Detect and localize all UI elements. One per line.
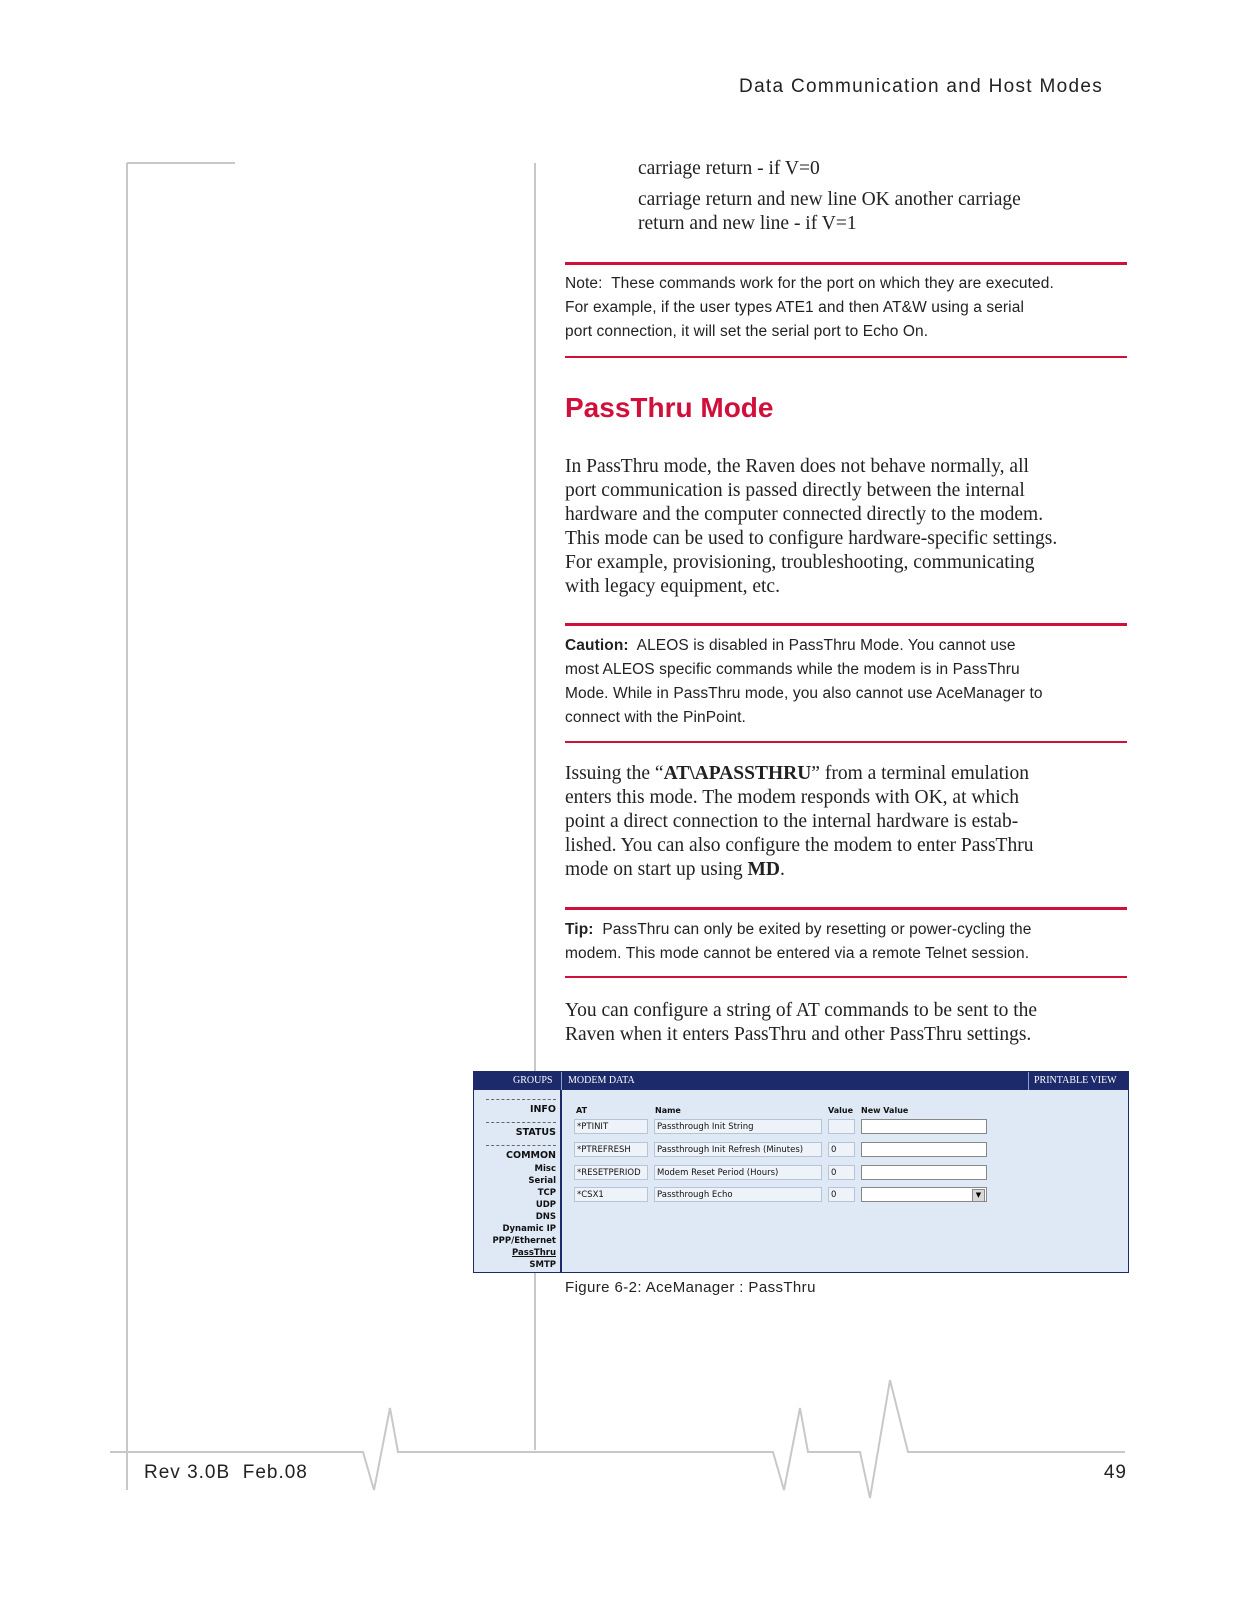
p2-command: AT\APASSTHRU — [663, 763, 812, 784]
current-value-field — [828, 1119, 855, 1134]
sidebar-group-status[interactable]: STATUS — [515, 1127, 556, 1138]
at-command-field: *RESETPERIOD — [574, 1165, 648, 1180]
setting-name-field: Modem Reset Period (Hours) — [654, 1165, 822, 1180]
paragraph-2 — [565, 762, 1135, 882]
note-line-3: port connection, it will set the serial port to Echo On. — [565, 323, 929, 340]
p1-line: This mode can be used to configure hardware-specific settings. — [565, 528, 1058, 549]
acemanager-screenshot — [473, 1071, 1129, 1273]
p2-line: enters this mode. The modem responds with OK, at which — [565, 787, 1020, 808]
caution-top-rule — [565, 623, 1127, 626]
sidebar-item-tcp[interactable]: TCP — [537, 1188, 556, 1198]
p2-md: MD — [747, 859, 781, 880]
paragraph-1 — [565, 455, 1135, 599]
p2-text: . — [780, 859, 785, 880]
p2-line: lished. You can also configure the modem to enter PassThru — [565, 835, 1034, 856]
dropdown-arrow-icon[interactable]: ▼ — [972, 1189, 985, 1202]
current-value-field: 0 — [828, 1142, 855, 1157]
at-command-field: *PTINIT — [574, 1119, 648, 1134]
tip-bottom-rule — [565, 976, 1127, 978]
page-number: 49 — [1103, 1462, 1127, 1483]
topbar-separator — [1028, 1072, 1029, 1090]
figure-caption: Figure 6-2: AceManager : PassThru — [565, 1279, 816, 1296]
p3-line: Raven when it enters PassThru and other PassThru settings. — [565, 1024, 1032, 1045]
p1-line: port communication is passed directly between the internal — [565, 480, 1025, 501]
sidebar-item-ppp-ethernet[interactable]: PPP/Ethernet — [492, 1236, 556, 1246]
printable-view-link[interactable]: PRINTABLE VIEW — [1034, 1075, 1117, 1086]
footer-revision: Rev 3.0B Feb.08 — [144, 1462, 308, 1483]
p1-line: hardware and the computer connected directly to the modem. — [565, 504, 1044, 525]
sidebar-group-common[interactable]: COMMON — [506, 1150, 556, 1161]
new-value-input[interactable] — [861, 1165, 987, 1180]
note-label: Note: — [565, 275, 603, 292]
sidebar-item-udp[interactable]: UDP — [535, 1200, 556, 1210]
tip-block — [565, 918, 1135, 966]
p2-text: Issuing the “ — [565, 763, 664, 784]
note-line-2: For example, if the user types ATE1 and then AT&W using a serial — [565, 299, 1024, 316]
caution-bottom-rule — [565, 741, 1127, 743]
caution-line-2: most ALEOS specific commands while the modem is in PassThru — [565, 661, 1020, 678]
p1-line: For example, provisioning, troubleshooting, communicating — [565, 552, 1035, 573]
new-value-dropdown[interactable] — [861, 1187, 987, 1202]
sidebar-item-passthru[interactable]: PassThru — [512, 1248, 556, 1258]
note-bottom-rule — [565, 356, 1127, 358]
divider — [486, 1099, 556, 1100]
top-line-2: carriage return and new line OK another carriage — [638, 189, 1021, 210]
tip-label: Tip: — [565, 921, 594, 938]
section-title: PassThru Mode — [565, 392, 774, 423]
column-header-name: Name — [655, 1106, 681, 1115]
new-value-input[interactable] — [861, 1119, 987, 1134]
caution-line-4: connect with the PinPoint. — [565, 709, 746, 726]
sidebar-item-smtp[interactable]: SMTP — [529, 1260, 556, 1270]
setting-name-field: Passthrough Echo — [654, 1187, 822, 1202]
column-header-value: Value — [828, 1106, 854, 1115]
new-value-input[interactable] — [861, 1142, 987, 1157]
top-line-1: carriage return - if V=0 — [638, 158, 820, 179]
setting-name-field: Passthrough Init String — [654, 1119, 822, 1134]
p2-line: point a direct connection to the internal hardware is estab- — [565, 811, 1019, 832]
groups-header: GROUPS — [513, 1075, 553, 1086]
p1-line: In PassThru mode, the Raven does not behave normally, all — [565, 456, 1029, 477]
running-header: Data Communication and Host Modes — [739, 76, 1103, 97]
sidebar-group-info[interactable]: INFO — [529, 1104, 556, 1115]
sidebar-item-serial[interactable]: Serial — [528, 1176, 556, 1186]
paragraph-3 — [565, 999, 1135, 1047]
caution-block — [565, 634, 1135, 730]
at-command-field: *CSX1 — [574, 1187, 648, 1202]
top-line-3: return and new line - if V=1 — [638, 213, 857, 234]
tip-line-2: modem. This mode cannot be entered via a remote Telnet session. — [565, 945, 1030, 962]
topbar-separator — [561, 1072, 562, 1090]
caution-label: Caution: — [565, 637, 629, 654]
setting-name-field: Passthrough Init Refresh (Minutes) — [654, 1142, 822, 1157]
current-value-field: 0 — [828, 1165, 855, 1180]
acemanager-topbar — [474, 1072, 1128, 1090]
p2-text: ” from a terminal emulation — [811, 763, 1029, 784]
column-header-new-value: New Value — [861, 1106, 909, 1115]
p3-line: You can configure a string of AT commands to be sent to the — [565, 1000, 1038, 1021]
note-line-1: These commands work for the port on which they are executed. — [611, 275, 1054, 292]
current-value-field: 0 — [828, 1187, 855, 1202]
divider — [486, 1122, 556, 1123]
tip-line-1: PassThru can only be exited by resetting or power-cycling the — [602, 921, 1032, 938]
at-command-field: *PTREFRESH — [574, 1142, 648, 1157]
sidebar-item-dns[interactable]: DNS — [535, 1212, 556, 1222]
column-header-at: AT — [576, 1106, 588, 1115]
note-top-rule — [565, 262, 1127, 265]
p2-text: mode on start up using — [565, 859, 748, 880]
groups-sidebar — [474, 1090, 562, 1272]
p1-line: with legacy equipment, etc. — [565, 576, 780, 597]
note-block — [565, 272, 1135, 344]
modem-data-header: MODEM DATA — [568, 1075, 635, 1086]
sidebar-item-misc[interactable]: Misc — [534, 1164, 556, 1174]
sidebar-item-dynamic-ip[interactable]: Dynamic IP — [502, 1224, 556, 1234]
divider — [486, 1145, 556, 1146]
caution-line-3: Mode. While in PassThru mode, you also cannot use AceManager to — [565, 685, 1043, 702]
caution-line-1: ALEOS is disabled in PassThru Mode. You cannot use — [636, 637, 1016, 654]
tip-top-rule — [565, 907, 1127, 910]
